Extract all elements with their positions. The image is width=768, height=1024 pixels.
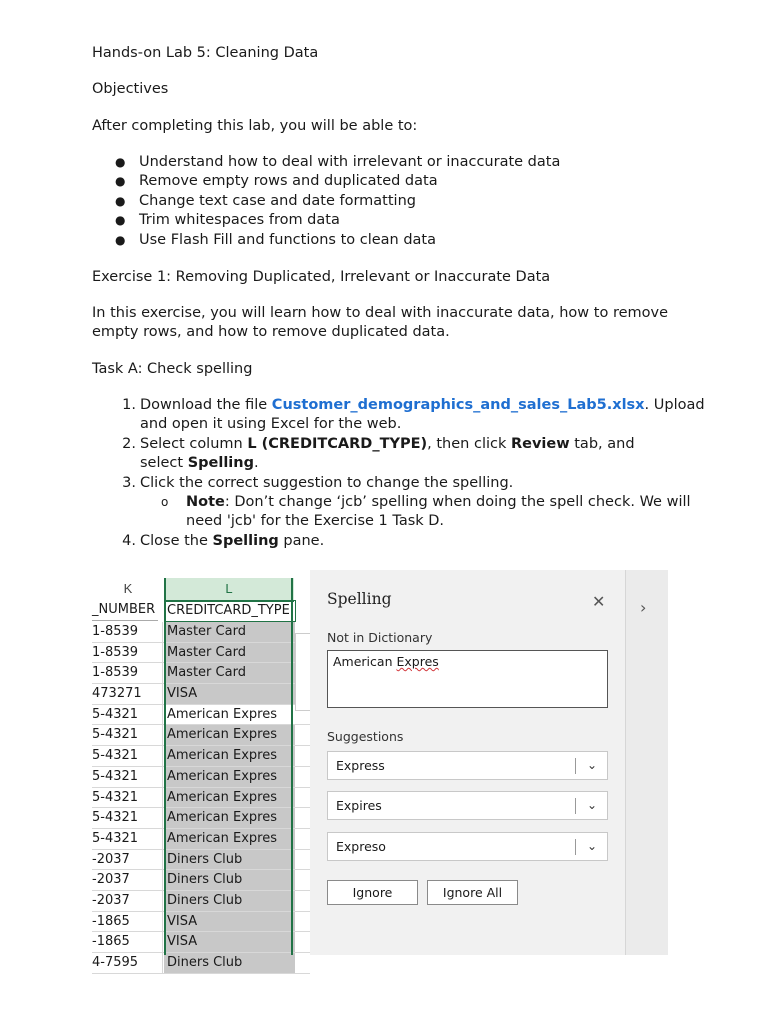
table-row[interactable]: 5-4321 American Expres bbox=[92, 788, 310, 809]
table-row[interactable]: 4-7595 Diners Club bbox=[92, 953, 310, 974]
suggestions-label: Suggestions bbox=[327, 729, 404, 744]
note-text: Note: Don’t change ‘jcb’ spelling when doing the spell check. We will bbox=[186, 494, 691, 510]
note-line2: need 'jcb' for the Exercise 1 Task D. bbox=[186, 513, 445, 529]
column-header-l[interactable]: L bbox=[164, 578, 294, 602]
chevron-down-icon[interactable]: ⌄ bbox=[586, 798, 598, 812]
table-row[interactable]: -2037 Diners Club bbox=[92, 850, 310, 871]
objectives-heading: Objectives bbox=[92, 81, 169, 97]
task-title: Task A: Check spelling bbox=[92, 361, 253, 377]
task-pane-strip bbox=[625, 570, 668, 955]
chevron-right-icon[interactable]: › bbox=[640, 598, 647, 617]
table-row[interactable]: 5-4321 American Expres bbox=[92, 725, 310, 746]
spelling-pane bbox=[310, 570, 625, 955]
suggestion-expires[interactable]: Expires ⌄ bbox=[327, 791, 608, 820]
not-in-dictionary-label: Not in Dictionary bbox=[327, 630, 433, 645]
doc-title: Hands-on Lab 5: Cleaning Data bbox=[92, 45, 319, 61]
step-1-line2: and open it using Excel for the web. bbox=[140, 416, 402, 432]
exercise-desc-line2: empty rows, and how to remove duplicated data. bbox=[92, 324, 450, 340]
table-row[interactable]: -2037 Diners Club bbox=[92, 891, 310, 912]
suggestion-expreso[interactable]: Expreso ⌄ bbox=[327, 832, 608, 861]
note-bullet: o bbox=[161, 495, 169, 509]
ignore-all-button[interactable]: Ignore All bbox=[427, 880, 518, 905]
table-row[interactable]: -1865 VISA bbox=[92, 932, 310, 953]
close-icon[interactable]: ✕ bbox=[592, 592, 606, 611]
cell-header-l[interactable]: CREDITCARD_TYPE bbox=[164, 600, 296, 622]
intro-text: After completing this lab, you will be able to: bbox=[92, 118, 418, 134]
file-link[interactable]: Customer_demographics_and_sales_Lab5.xlsx bbox=[271, 397, 645, 413]
table-row[interactable]: 473271 VISA bbox=[92, 684, 310, 705]
exercise-desc-line1: In this exercise, you will learn how to deal with inaccurate data, how to remove bbox=[92, 305, 668, 321]
chevron-down-icon[interactable]: ⌄ bbox=[586, 758, 598, 772]
exercise-title: Exercise 1: Removing Duplicated, Irrelevant or Inaccurate Data bbox=[92, 269, 551, 285]
table-row-active[interactable]: 5-4321 American Expres bbox=[92, 705, 310, 726]
not-in-dictionary-field[interactable]: American Expres bbox=[327, 650, 608, 708]
misspelled-word: Expres bbox=[396, 654, 439, 669]
pane-title: Spelling bbox=[327, 590, 392, 608]
table-row[interactable]: 1-8539 Master Card bbox=[92, 622, 310, 643]
cell-header-k[interactable]: _NUMBER bbox=[92, 600, 158, 621]
spreadsheet-grid bbox=[92, 570, 310, 970]
suggestion-express[interactable]: Express ⌄ bbox=[327, 751, 608, 780]
table-row[interactable]: 5-4321 American Expres bbox=[92, 829, 310, 850]
table-row[interactable]: -1865 VISA bbox=[92, 912, 310, 933]
step-2-line2: select Spelling. bbox=[140, 455, 259, 471]
table-row[interactable]: 5-4321 American Expres bbox=[92, 767, 310, 788]
column-header-k[interactable]: K bbox=[123, 581, 133, 596]
table-row[interactable]: 1-8539 Master Card bbox=[92, 663, 310, 684]
table-row[interactable]: 5-4321 American Expres bbox=[92, 808, 310, 829]
chevron-down-icon[interactable]: ⌄ bbox=[586, 839, 598, 853]
table-row[interactable]: -2037 Diners Club bbox=[92, 870, 310, 891]
cell-handle bbox=[295, 633, 311, 711]
data-rows bbox=[92, 622, 310, 974]
table-row[interactable]: 5-4321 American Expres bbox=[92, 746, 310, 767]
table-row[interactable]: 1-8539 Master Card bbox=[92, 643, 310, 664]
excel-screenshot bbox=[92, 570, 667, 970]
ignore-button[interactable]: Ignore bbox=[327, 880, 418, 905]
